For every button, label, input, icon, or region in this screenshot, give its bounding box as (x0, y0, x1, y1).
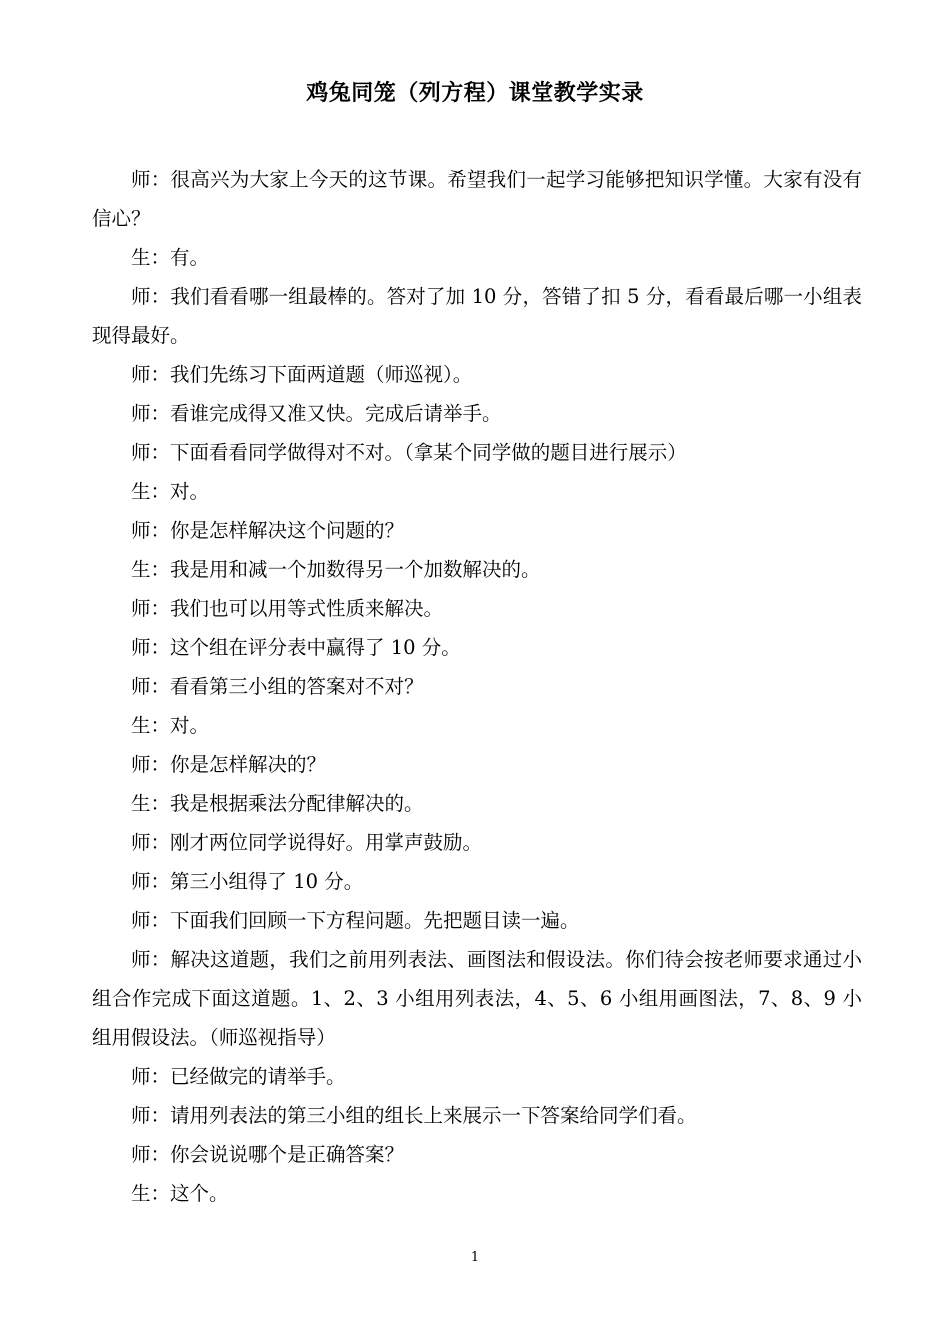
page-number: 1 (470, 1250, 480, 1265)
paragraph: 生：有。 (131, 246, 210, 269)
paragraph: 生：我是用和减一个加数得另一个加数解决的。 (131, 558, 541, 581)
paragraph: 师：请用列表法的第三小组的组长上来展示一下答案给同学们看。 (131, 1104, 697, 1127)
paragraph: 师：刚才两位同学说得好。用掌声鼓励。 (131, 831, 483, 854)
paragraph: 师：看谁完成得又准又快。完成后请举手。 (131, 402, 502, 425)
paragraph: 师：已经做完的请举手。 (131, 1065, 346, 1088)
document-body (92, 160, 862, 1213)
paragraph: 师：下面我们回顾一下方程问题。先把题目读一遍。 (131, 909, 580, 932)
paragraph: 师：你会说说哪个是正确答案？ (131, 1143, 405, 1166)
paragraph: 生：我是根据乘法分配律解决的。 (131, 792, 424, 815)
paragraph: 师：解决这道题，我们之前用列表法、画图法和假设法。你们待会按老师要求通过小组合作完成下面这道题。1、2、3 小组用列表法，4、5、6 小组用画图法，7、8、9 小组用假设法。（师巡视指导） (92, 948, 862, 1049)
document-title: 鸡兔同笼（列方程）课堂教学实录 (306, 80, 644, 106)
paragraph: 师：很高兴为大家上今天的这节课。希望我们一起学习能够把知识学懂。大家有没有信心？ (92, 168, 862, 230)
paragraph: 师：第三小组得了 10 分。 (131, 870, 364, 893)
paragraph: 师：你是怎样解决这个问题的？ (131, 519, 405, 542)
paragraph: 师：这个组在评分表中赢得了 10 分。 (131, 636, 461, 659)
paragraph: 师：我们也可以用等式性质来解决。 (131, 597, 444, 620)
paragraph: 师：下面看看同学做得对不对。（拿某个同学做的题目进行展示） (131, 441, 687, 464)
paragraph: 师：你是怎样解决的？ (131, 753, 327, 776)
paragraph: 师：看看第三小组的答案对不对？ (131, 675, 424, 698)
paragraph: 师：我们先练习下面两道题（师巡视）。 (131, 363, 473, 386)
paragraph: 生：对。 (131, 714, 210, 737)
paragraph: 师：我们看看哪一组最棒的。答对了加 10 分，答错了扣 5 分，看看最后哪一小组表现得最好。 (92, 285, 862, 347)
paragraph: 生：对。 (131, 480, 210, 503)
paragraph: 生：这个。 (131, 1182, 229, 1205)
